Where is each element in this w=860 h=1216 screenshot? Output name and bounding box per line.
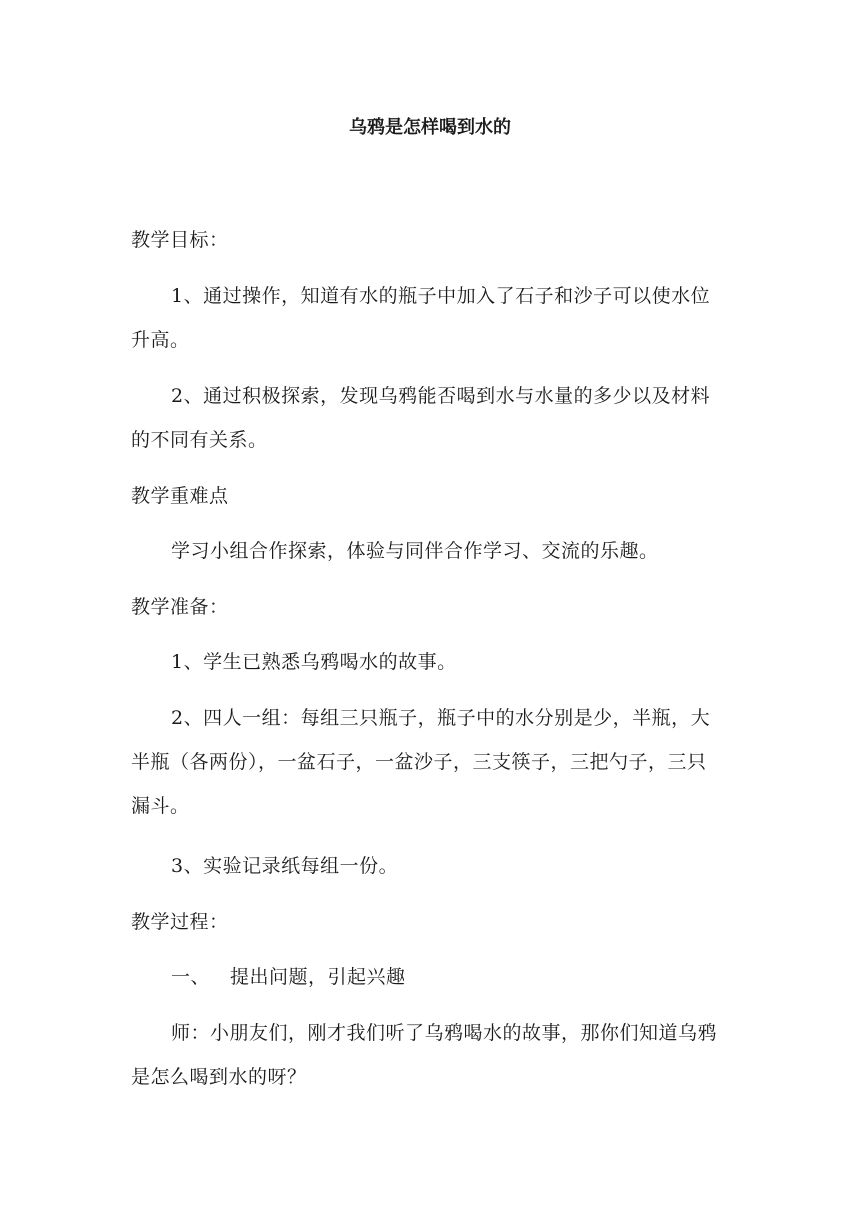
preparation-heading-text: 教学准备： (131, 596, 229, 618)
goals-heading (131, 229, 729, 252)
goal-2-line-1: 2、通过积极探索，发现乌鸦能否喝到水与水量的多少以及材料 (171, 385, 711, 407)
key-points-heading-text: 教学重难点 (131, 485, 229, 507)
teacher-question-line-2: 是怎么喝到水的呀？ (131, 1066, 307, 1088)
preparation-item-3 (131, 855, 729, 878)
step-1-heading-line (131, 966, 729, 989)
preparation-item-2-line-2: 半瓶（各两份），一盆石子，一盆沙子，三支筷子，三把勺子，三只 (131, 751, 707, 773)
preparation-item-3-text: 3、实验记录纸每组一份。 (171, 855, 399, 877)
goal-1-paragraph (131, 285, 729, 352)
goal-1-line-1: 1、通过操作，知道有水的瓶子中加入了石子和沙子可以使水位 (171, 285, 711, 307)
goals-heading-text: 教学目标： (131, 229, 229, 251)
teacher-question-paragraph (131, 1022, 729, 1089)
process-heading-text: 教学过程： (131, 911, 229, 933)
preparation-item-2 (131, 707, 729, 818)
key-points-paragraph (131, 540, 729, 563)
goal-2-line-2: 的不同有关系。 (131, 429, 268, 451)
key-points-text: 学习小组合作探索，体验与同伴合作学习、交流的乐趣。 (171, 540, 659, 562)
key-points-heading (131, 485, 729, 508)
preparation-item-1 (131, 651, 729, 674)
teacher-question-line-1: 师：小朋友们，刚才我们听了乌鸦喝水的故事，那你们知道乌鸦 (171, 1022, 718, 1044)
step-1-heading (131, 966, 729, 989)
goal-2-paragraph (131, 385, 729, 452)
preparation-item-2-line-1: 2、四人一组：每组三只瓶子，瓶子中的水分别是少，半瓶，大 (171, 707, 711, 729)
goal-1-line-2: 升高。 (131, 329, 190, 351)
preparation-heading (131, 596, 729, 619)
step-1-number: 一、 (171, 966, 211, 988)
step-1-title: 提出问题，引起兴趣 (230, 966, 406, 988)
document-title: 乌鸦是怎样喝到水的 (349, 117, 511, 138)
process-heading (131, 911, 729, 934)
preparation-item-1-text: 1、学生已熟悉乌鸦喝水的故事。 (171, 651, 457, 673)
preparation-item-2-line-3: 漏斗。 (131, 795, 190, 817)
